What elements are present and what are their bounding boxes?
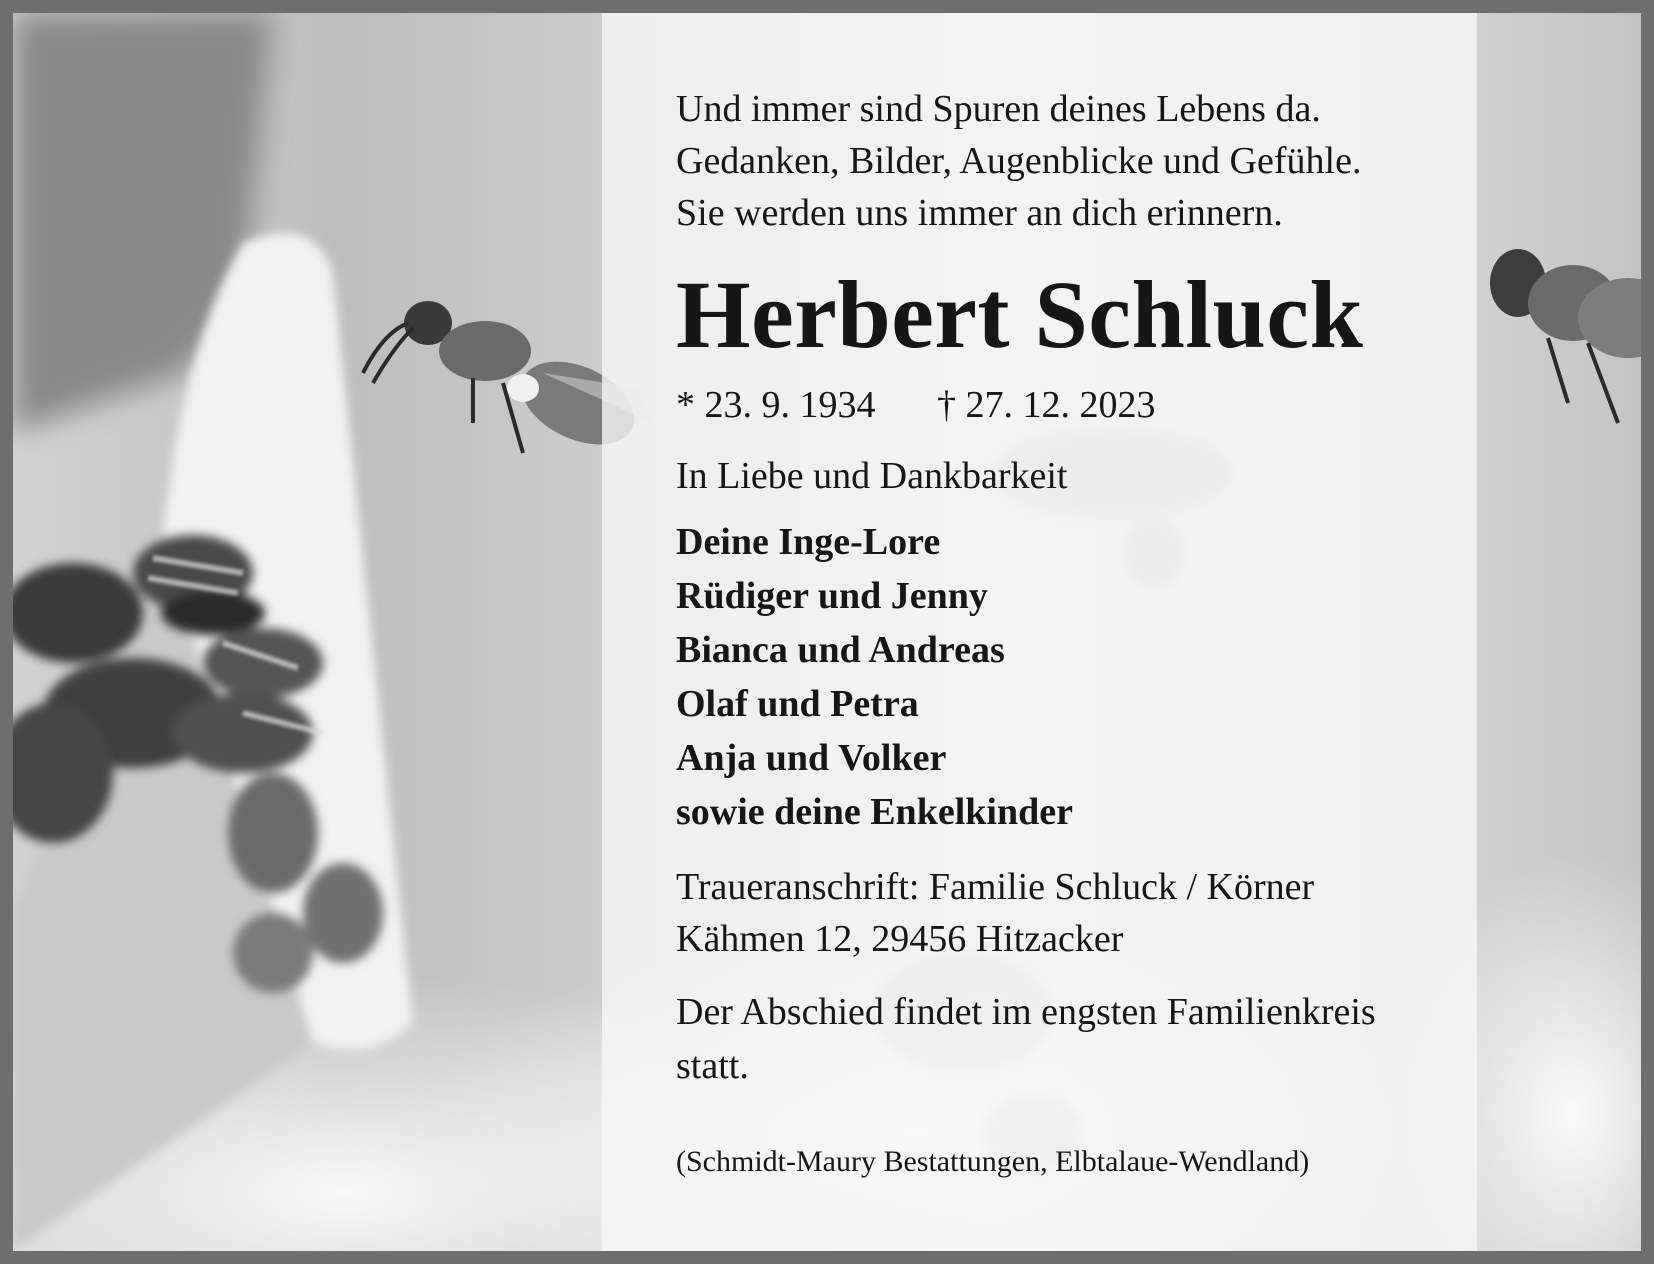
address-line: Traueranschrift: Familie Schluck / Körner <box>676 866 1315 908</box>
family-list <box>676 515 1436 839</box>
quote-line: Sie werden uns immer an dich erinnern. <box>676 192 1283 234</box>
family-member: Rüdiger und Jenny <box>676 575 988 617</box>
address-line: Kähmen 12, 29456 Hitzacker <box>676 918 1124 960</box>
notice-text <box>676 83 1436 1179</box>
edge-bee <box>1490 249 1641 423</box>
life-dates <box>676 381 1436 429</box>
death-date: † 27. 12. 2023 <box>937 384 1156 426</box>
deceased-name: Herbert Schluck <box>676 261 1364 368</box>
undertaker-credit: (Schmidt-Maury Bestattungen, Elbtalaue-Wendland) <box>676 1145 1310 1178</box>
quote-line: Gedanken, Bilder, Augenblicke und Gefühle. <box>676 140 1362 182</box>
family-member: Deine Inge-Lore <box>676 521 941 563</box>
birth-date: * 23. 9. 1934 <box>676 384 876 426</box>
quote-line: Und immer sind Spuren deines Lebens da. <box>676 88 1321 130</box>
family-member: Olaf und Petra <box>676 683 919 725</box>
family-member: Anja und Volker <box>676 737 947 779</box>
family-member: Bianca und Andreas <box>676 629 1005 671</box>
mourning-address <box>676 861 1436 965</box>
dedication-line: In Liebe und Dankbarkeit <box>676 455 1068 497</box>
family-member: sowie deine Enkelkinder <box>676 791 1073 833</box>
memorial-quote <box>676 83 1436 239</box>
farewell-note: Der Abschied findet im engsten Familienkreis statt. <box>676 991 1376 1087</box>
